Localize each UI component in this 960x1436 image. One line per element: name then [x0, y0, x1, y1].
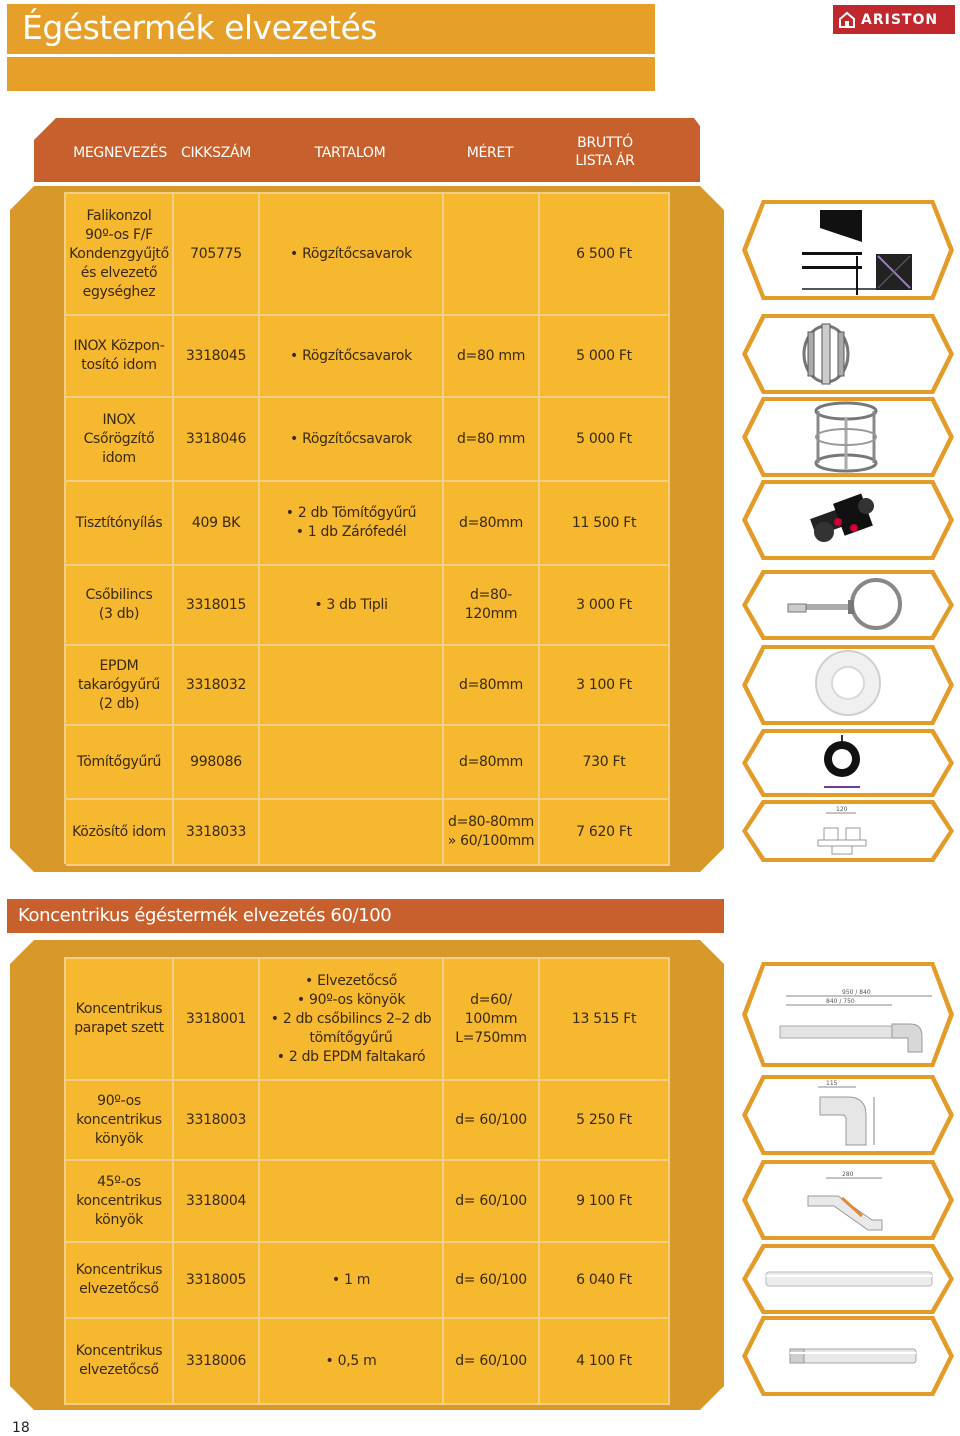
- cell-content-line: • 3 db Tipli: [314, 596, 388, 613]
- cell-code-text: 3318001: [185, 1010, 247, 1027]
- thumb-parapet: [742, 962, 954, 1067]
- cell-size: [444, 1243, 540, 1319]
- cell-code-text: 705775: [190, 245, 242, 262]
- cell-content-line: • Rögzítőcsavarok: [289, 245, 412, 262]
- header-size: MÉRET: [466, 145, 514, 161]
- table-row: [66, 566, 670, 646]
- cell-price-text: 5 000 Ft: [576, 430, 632, 447]
- house-icon: [839, 11, 855, 29]
- cell-name-line: könyök: [94, 1130, 144, 1147]
- cell-name-line: EPDM: [99, 657, 139, 674]
- cell-price-text: 7 620 Ft: [576, 823, 632, 840]
- cell-price-text: 6 500 Ft: [576, 245, 632, 262]
- cell-content-line: • Rögzítőcsavarok: [289, 430, 412, 447]
- cell-name-line: koncentrikus: [76, 1192, 162, 1209]
- cell-price: [540, 194, 670, 316]
- cell-code: [174, 1161, 260, 1243]
- cell-price-text: 5 250 Ft: [576, 1111, 632, 1128]
- cell-content: [260, 194, 444, 316]
- thumb-cleaning: [742, 480, 954, 560]
- title-bar-lower: [7, 57, 655, 91]
- page-title: Égéstermék elvezetés: [22, 8, 377, 47]
- cell-name-line: idom: [102, 449, 136, 466]
- cell-price-text: 3 000 Ft: [576, 596, 632, 613]
- cell-code: [174, 566, 260, 646]
- cell-name-line: Koncentrikus: [75, 1343, 163, 1359]
- cell-price-text: 9 100 Ft: [576, 1192, 632, 1209]
- table-row: [66, 1243, 670, 1319]
- header-content: TARTALOM: [314, 145, 386, 161]
- cell-content: [260, 800, 444, 866]
- cell-code: [174, 959, 260, 1081]
- cell-size: [444, 800, 540, 866]
- brand-name: ARISTON: [861, 11, 939, 28]
- epdm-ring-icon: [742, 645, 954, 725]
- cell-code-text: 409 BK: [191, 514, 241, 531]
- table-row: [66, 398, 670, 482]
- thumb-elbow90: [742, 1075, 954, 1155]
- table-row: [66, 194, 670, 316]
- table-row: [66, 959, 670, 1081]
- section2-title: Koncentrikus égéstermék elvezetés 60/100: [18, 905, 392, 926]
- cell-price: [540, 1161, 670, 1243]
- cell-name-line: 45º-os: [97, 1173, 141, 1190]
- cell-name-line: Falikonzol: [86, 207, 152, 224]
- cell-size-line: d=80mm: [459, 514, 523, 531]
- cell-price: [540, 398, 670, 482]
- cell-name: [66, 398, 174, 482]
- thumb-elbow45: [742, 1160, 954, 1240]
- header-name: MEGNEVEZÉS: [73, 145, 167, 161]
- cell-name: [66, 646, 174, 726]
- cell-size-line: d=80mm: [459, 676, 523, 693]
- cell-code: [174, 316, 260, 398]
- cell-size-line: d= 60/100: [455, 1352, 527, 1369]
- thumb-seal: [742, 729, 954, 797]
- elbow-45-drawing-icon: [742, 1160, 954, 1240]
- cell-price-text: 6 040 Ft: [576, 1271, 632, 1288]
- cell-name-line: Tömítőgyűrű: [76, 753, 162, 770]
- header-price-line1: BRUTTÓ: [577, 135, 633, 151]
- cell-size: [444, 1319, 540, 1405]
- cell-name: [66, 566, 174, 646]
- cell-name: [66, 1081, 174, 1161]
- cell-size: [444, 726, 540, 800]
- dim-280-label: 280: [842, 1171, 854, 1178]
- cell-size-line: d=80-80mm: [448, 814, 534, 830]
- cell-size-line: d= 60/100: [455, 1271, 527, 1288]
- cell-content: [260, 1243, 444, 1319]
- adapter-drawing-icon: [742, 800, 954, 862]
- cell-code-text: 3318006: [185, 1352, 247, 1369]
- parapet-kit-drawing-icon: [742, 962, 954, 1067]
- cell-content-line: • Rögzítőcsavarok: [289, 347, 412, 364]
- cell-name-line: koncentrikus: [76, 1111, 162, 1128]
- thumb-pipe-1m: [742, 1244, 954, 1314]
- cell-name: [66, 1161, 174, 1243]
- cell-name-line: elvezetőcső: [79, 1362, 159, 1378]
- cell-code: [174, 1319, 260, 1405]
- brand-logo: [833, 5, 955, 34]
- thumb-pipe-05m: [742, 1316, 954, 1396]
- cell-price: [540, 959, 670, 1081]
- cell-content: [260, 316, 444, 398]
- dim-840-750-label: 840 / 750: [826, 998, 855, 1005]
- cell-code-text: 3318005: [185, 1271, 247, 1288]
- cell-name: [66, 959, 174, 1081]
- cell-size-line: 100mm: [464, 1010, 518, 1027]
- cell-price: [540, 1319, 670, 1405]
- cell-price: [540, 566, 670, 646]
- cell-size: [444, 1081, 540, 1161]
- cell-content-line: • 2 db Tömítőgyűrű: [285, 505, 417, 521]
- cell-code-text: 3318015: [185, 596, 247, 613]
- cell-code: [174, 1081, 260, 1161]
- seal-ring-icon: [742, 729, 954, 797]
- cell-name-line: Csőrögzítő: [83, 430, 155, 447]
- cell-size-line: d= 60/100: [455, 1192, 527, 1209]
- cell-name-line: 90º-os F/F: [85, 226, 153, 243]
- cell-size: [444, 482, 540, 566]
- cell-content-line: • 90º-os könyök: [296, 991, 406, 1008]
- cell-name-line: 90º-os: [97, 1092, 141, 1109]
- cell-price-text: 5 000 Ft: [576, 347, 632, 364]
- cell-size: [444, 959, 540, 1081]
- cell-price: [540, 482, 670, 566]
- cell-code-text: 3318032: [185, 676, 247, 693]
- cell-size-line: d=80 mm: [456, 430, 526, 447]
- cell-size-line: d= 60/100: [455, 1111, 527, 1128]
- cell-name-line: Koncentrikus: [75, 1262, 163, 1278]
- table-row: [66, 1081, 670, 1161]
- cell-name-line: Csőbilincs: [85, 587, 153, 603]
- cell-price-text: 11 500 Ft: [571, 514, 637, 531]
- cell-code: [174, 482, 260, 566]
- cell-content: [260, 1319, 444, 1405]
- cell-code: [174, 194, 260, 316]
- thumb-adapter: [742, 800, 954, 862]
- dim-120-label: 120: [836, 806, 848, 813]
- pipe-clamp-icon: [742, 570, 954, 640]
- table-row: [66, 646, 670, 726]
- cell-content: [260, 726, 444, 800]
- cell-size-line: L=750mm: [455, 1029, 527, 1046]
- cell-name-line: (2 db): [98, 695, 140, 712]
- cell-content: [260, 959, 444, 1081]
- elbow-90-drawing-icon: [742, 1075, 954, 1155]
- cell-size: [444, 398, 540, 482]
- cell-price: [540, 646, 670, 726]
- dim-115-label: 115: [826, 1080, 838, 1087]
- cell-price: [540, 316, 670, 398]
- cell-name-line: INOX Közpon-: [73, 338, 165, 354]
- cell-price-text: 730 Ft: [582, 753, 626, 770]
- cell-size-line: d=80mm: [459, 753, 523, 770]
- cell-name: [66, 1243, 174, 1319]
- cell-name-line: INOX: [102, 411, 136, 428]
- cell-name-line: egységhez: [82, 283, 156, 300]
- cell-name-line: Tisztítónyílás: [75, 514, 163, 531]
- pipe-clamp-cage-icon: [742, 397, 954, 477]
- cell-content-line: tömítőgyűrű: [309, 1029, 393, 1046]
- cell-code: [174, 646, 260, 726]
- cell-price-text: 13 515 Ft: [571, 1010, 637, 1027]
- header-price: [560, 134, 650, 170]
- cleaning-tee-icon: [742, 480, 954, 560]
- cell-size: [444, 566, 540, 646]
- table2-grid: [64, 957, 670, 1405]
- cell-name-line: elvezetőcső: [79, 1281, 159, 1297]
- thumb-bracket: [742, 200, 954, 300]
- cell-size: [444, 646, 540, 726]
- cell-price: [540, 1081, 670, 1161]
- cell-price: [540, 800, 670, 866]
- cell-size: [444, 316, 540, 398]
- cell-name: [66, 1319, 174, 1405]
- pipe-1m-icon: [742, 1244, 954, 1314]
- thumb-pipe-clamp: [742, 570, 954, 640]
- table-row: [66, 482, 670, 566]
- cell-content-line: • 0,5 m: [325, 1352, 377, 1369]
- cell-code-text: 3318033: [185, 823, 247, 840]
- cell-name-line: tosító idom: [81, 357, 157, 373]
- cell-content: [260, 646, 444, 726]
- cell-code: [174, 398, 260, 482]
- table-row: [66, 316, 670, 398]
- cell-content: [260, 1161, 444, 1243]
- cell-price: [540, 1243, 670, 1319]
- cell-code-text: 3318004: [185, 1192, 247, 1209]
- cell-content: [260, 566, 444, 646]
- cell-size-line: d=80-: [470, 587, 512, 603]
- header-price-line2: LISTA ÁR: [575, 153, 635, 169]
- cell-code-text: 3318045: [185, 347, 247, 364]
- table-row: [66, 1161, 670, 1243]
- pipe-05m-icon: [742, 1316, 954, 1396]
- cell-code: [174, 726, 260, 800]
- cell-content: [260, 482, 444, 566]
- cell-content-line: • 2 db csőbilincs 2–2 db: [270, 1010, 432, 1027]
- cell-name: [66, 482, 174, 566]
- cell-content-line: • 1 db Zárófedél: [295, 524, 407, 540]
- bracket-drawing-icon: [742, 200, 954, 300]
- cell-code: [174, 800, 260, 866]
- cell-price-text: 3 100 Ft: [576, 676, 632, 693]
- cell-size: [444, 1161, 540, 1243]
- thumb-epdm: [742, 645, 954, 725]
- thumb-clamp-cage: [742, 397, 954, 477]
- cell-name-line: könyök: [94, 1211, 144, 1228]
- cell-name: [66, 194, 174, 316]
- cell-size-line: 120mm: [464, 606, 518, 622]
- cell-size-line: d=80 mm: [456, 347, 526, 364]
- cell-name-line: Kondenzgyűjtő: [69, 245, 169, 262]
- table1-grid: [64, 192, 670, 864]
- cell-code: [174, 1243, 260, 1319]
- table-row: [66, 1319, 670, 1405]
- cell-content-line: • 1 m: [331, 1271, 371, 1288]
- page-number: 18: [12, 1420, 30, 1436]
- table-row: [66, 800, 670, 866]
- cell-content: [260, 1081, 444, 1161]
- cell-price-text: 4 100 Ft: [576, 1352, 632, 1369]
- cell-size-line: d=60/: [470, 991, 512, 1008]
- cell-size-line: » 60/100mm: [447, 833, 535, 849]
- cell-price: [540, 726, 670, 800]
- cell-content-line: • Elvezetőcső: [304, 972, 397, 989]
- cell-code-text: 3318046: [185, 430, 247, 447]
- cell-content: [260, 398, 444, 482]
- header-code: CIKKSZÁM: [181, 145, 251, 161]
- dim-950-840-label: 950 / 840: [842, 989, 871, 996]
- cell-name: [66, 316, 174, 398]
- cell-name-line: Koncentrikus: [75, 1001, 163, 1017]
- table-row: [66, 726, 670, 800]
- thumb-centering: [742, 314, 954, 394]
- cell-code-text: 3318003: [185, 1111, 247, 1128]
- cell-code-text: 998086: [190, 753, 242, 770]
- centering-spacer-icon: [742, 314, 954, 394]
- cell-name: [66, 726, 174, 800]
- cell-name-line: Közösítő idom: [72, 823, 166, 840]
- cell-name-line: (3 db): [98, 606, 140, 622]
- cell-name-line: és elvezető: [80, 264, 158, 281]
- cell-content-line: • 2 db EPDM faltakaró: [276, 1048, 426, 1065]
- cell-name: [66, 800, 174, 866]
- cell-size: [444, 194, 540, 316]
- cell-name-line: takarógyűrű: [78, 676, 160, 693]
- cell-name-line: parapet szett: [74, 1020, 164, 1036]
